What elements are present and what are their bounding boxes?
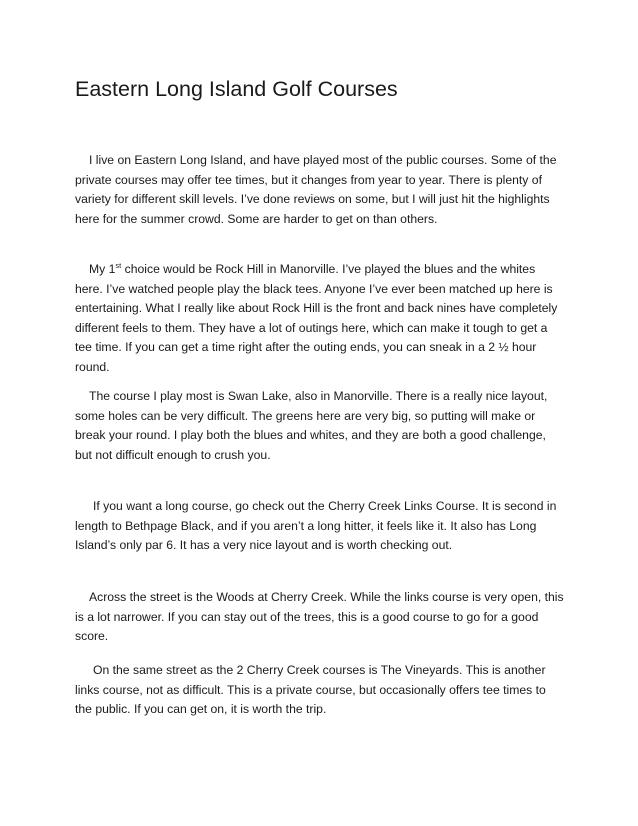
- paragraph-swan-lake: The course I play most is Swan Lake, also in Manorville. There is a really nice layout, some holes can be very difficult. The greens here are very big, so putting will make or break your round. I play both the blues and whites, and they are both a good challenge, but not difficult enough to crush you.: [75, 389, 548, 462]
- paragraph-cherry-creek-links: If you want a long course, go check out the Cherry Creek Links Course. It is second in length to Bethpage Black, and if you aren’t a long hitter, it feels like it. It also has Long Island’s only par 6. It has a very nice layout and is worth checking out.: [75, 499, 557, 553]
- paragraph-rock-hill-start: My 1: [89, 262, 116, 276]
- paragraph-rock-hill-rest: choice would be Rock Hill in Manorville. I’ve played the blues and the whites here. I’ve watched people play the black tees. Anyone I’ve ever been matched up here is entertaining. What I really like about Rock Hill is the front and back nines have completely different feels to them. They have a lot of outings here, which can make it tough to get a tee time. If you can get a time right after the outing ends, you can sneak in a 2 ½ hour round.: [75, 262, 558, 374]
- paragraph-intro: I live on Eastern Long Island, and have played most of the public courses. Some of the private courses may offer tee times, but it changes from year to year. There is plenty of variety for different skill levels. I’ve done reviews on some, but I will just hit the highlights here for the summer crowd. Some are harder to get on than others.: [75, 153, 557, 226]
- paragraph-woods-cherry-creek: Across the street is the Woods at Cherry Creek. While the links course is very open, this is a lot narrower. If you can stay out of the trees, this is a good course to go for a good score.: [75, 590, 564, 644]
- paragraph-vineyards: On the same street as the 2 Cherry Creek courses is The Vineyards. This is another links course, not as difficult. This is a private course, but occasionally offers tee times to the public. If you can get on, it is worth the trip.: [75, 663, 546, 717]
- ordinal-superscript: st: [115, 260, 122, 270]
- paragraph-rock-hill: [75, 260, 565, 378]
- page-title: Eastern Long Island Golf Courses: [75, 77, 398, 101]
